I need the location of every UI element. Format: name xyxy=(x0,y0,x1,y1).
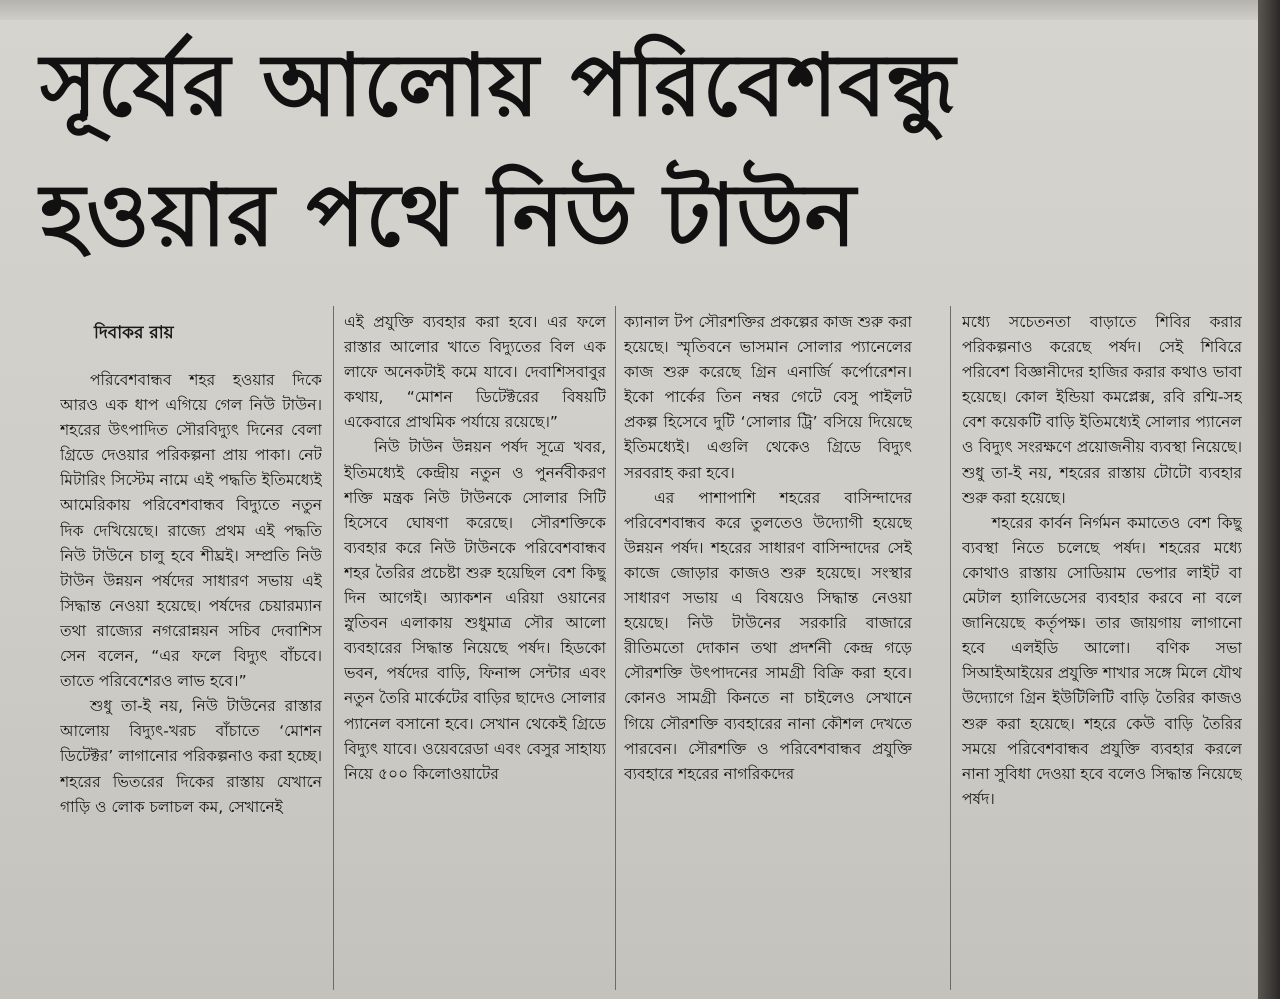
headline-line-2: হওয়ার পথে নিউ টাউন xyxy=(40,166,857,266)
byline: দিবাকর রায় xyxy=(94,323,174,343)
paragraph: মধ্যে সচেতনতা বাড়াতে শিবির করার পরিকল্পনাও করেছে পর্ষদ। সেই শিবিরে পরিবেশ বিজ্ঞানীদের হাজির করার কথাও ভাবা হয়েছে। কোল ইন্ডিয়া কমপ্লেক্স, রবি রশ্মি-সহ বেশ কয়েকটি বাড়ি ইতিমধ্যেই সোলার প্যানেল ও বিদ্যুৎ সংরক্ষণে প্রয়োজনীয় ব্যবস্থা নিয়েছে। শুধু তা-ই নয়, শহরের রাস্তায় টোটো ব্যবহার শুরু করা হয়েছে। xyxy=(962,313,1242,507)
paragraph: ক্যানাল টপ সৌরশক্তির প্রকল্পের কাজ শুরু করা হয়েছে। স্মৃতিবনে ভাসমান সোলার প্যানেলের কাজ শুরু করেছে গ্রিন এনার্জি কর্পোরেশন। ইকো পার্কের তিন নম্বর গেটে বেসু পাইলট প্রকল্প হিসেবে দুটি ‘সোলার ট্রি’ বসিয়ে দিয়েছে ইতিমধ্যেই। এগুলি থেকেও গ্রিডে বিদ্যুৎ সরবরাহ করা হবে। xyxy=(624,313,912,482)
paragraph: পরিবেশবান্ধব শহর হওয়ার দিকে আরও এক ধাপ এগিয়ে গেল নিউ টাউন। শহরের উৎপাদিত সৌরবিদ্যুৎ দিনের বেলা গ্রিডে দেওয়ার পরিকল্পনা প্রায় পাকা। নেট মিটারিং সিস্টেম নামে এই পদ্ধতি ইতিমধ্যেই আমেরিকায় পরিবেশবান্ধব বিদ্যুতে নতুন দিক দেখিয়েছে। রাজ্যে প্রথম এই পদ্ধতি নিউ টাউনে চালু হবে শীঘ্রই। সম্প্রতি নিউ টাউন উন্নয়ন পর্ষদের সাধারণ সভায় এই সিদ্ধান্ত নেওয়া হয়েছে। পর্ষদের চেয়ারম্যান তথা রাজ্যের নগরোন্নয়ন সচিব দেবাশিস সেন বলেন, “এর ফলে বিদ্যুৎ বাঁচবে। তাতে পরিবেশেরও লাভ হবে।” xyxy=(60,371,322,691)
paragraph: শহরের কার্বন নির্গমন কমাতেও বেশ কিছু ব্যবস্থা নিতে চলেছে পর্ষদ। শহরের মধ্যে কোথাও রাস্তায় সোডিয়াম ভেপার লাইট বা মেটাল হ্যালিডেসের ব্যবহার করবে না বলে জানিয়েছে কর্তৃপক্ষ। তার জায়গায় লাগানো হবে এলইডি আলো। বণিক সভা সিআইআইয়ের প্রযুক্তি শাখার সঙ্গে মিলে যৌথ উদ্যোগে গ্রিন ইউটিলিটি বাড়ি তৈরির কাজও শুরু করা হয়েছে। শহরে কেউ বাড়ি তৈরির সময়ে পরিবেশবান্ধব প্রযুক্তি ব্যবহার করলে নানা সুবিধা দেওয়া হবে বলেও সিদ্ধান্ত নিয়েছে পর্ষদ। xyxy=(962,513,1242,808)
article-column-3 xyxy=(624,310,912,990)
paragraph: এই প্রযুক্তি ব্যবহার করা হবে। এর ফলে রাস্তার আলোর খাতে বিদ্যুতের বিল এক লাফে অনেকটাই কমে যাবে। দেবাশিসবাবুর কথায়, “মোশন ডিটেক্টরের বিষয়টি একেবারে প্রাথমিক পর্যায়ে রয়েছে।” xyxy=(344,313,606,432)
page-edge-shadow xyxy=(1258,0,1280,999)
article-column-2 xyxy=(344,310,606,990)
paragraph: নিউ টাউন উন্নয়ন পর্ষদ সূত্রে খবর, ইতিমধ্যেই কেন্দ্রীয় নতুন ও পুনর্নবীকরণ শক্তি মন্ত্রক নিউ টাউনকে সোলার সিটি হিসেবে ঘোষণা করেছে। সৌরশক্তিকে ব্যবহার করে নিউ টাউনকে পরিবেশবান্ধব শহর তৈরির প্রচেষ্টা শুরু হয়েছিল বেশ কিছু দিন আগেই। অ্যাকশন এরিয়া ওয়ানের স্নুতিবন এলাকায় শুধুমাত্র সৌর আলো ব্যবহারের সিদ্ধান্ত নিয়েছে পর্ষদ। হিডকো ভবন, পর্ষদের বাড়ি, ফিনান্স সেন্টার এবং নতুন তৈরি মার্কেটের বাড়ির ছাদেও সোলার প্যানেল বসানো হবে। সেখান থেকেই গ্রিডে বিদ্যুৎ যাবে। ওয়েবরেডা এবং বেসুর সাহায্য নিয়ে ৫০০ কিলোওয়াটের xyxy=(344,438,606,783)
article-column-1 xyxy=(60,368,322,988)
paragraph: এর পাশাপাশি শহরের বাসিন্দাদের পরিবেশবান্ধব করে তুলতেও উদ্যোগী হয়েছে উন্নয়ন পর্ষদ। শহরের সাধারণ বাসিন্দাদের সেই কাজে জোড়ার কাজও শুরু হয়েছে। সংস্থার সাধারণ সভায় এ বিষয়েও সিদ্ধান্ত নেওয়া হয়েছে। নিউ টাউনের সরকারি বাজারে রীতিমতো দোকান তথা প্রদর্শনী কেন্দ্র গড়ে সৌরশক্তি উৎপাদনের সামগ্রী বিক্রি করা হবে। কোনও সামগ্রী কিনতে না চাইলেও সেখানে গিয়ে সৌরশক্তি ব্যবহারের নানা কৌশল দেখতে পারবেন। সৌরশক্তি ও পরিবেশবান্ধব প্রযুক্তি ব্যবহারে শহরের নাগরিকদের xyxy=(624,488,912,783)
article-column-4 xyxy=(962,310,1242,990)
column-divider xyxy=(333,306,334,990)
headline-line-1: সূর্যের আলোয় পরিবেশবন্ধু xyxy=(40,36,957,136)
column-divider xyxy=(950,306,951,990)
column-divider xyxy=(615,306,616,990)
paragraph: শুধু তা-ই নয়, নিউ টাউনের রাস্তার আলোয় বিদ্যুৎ-খরচ বাঁচাতে ‘মোশন ডিটেক্টর’ লাগানোর পরিকল্পনাও করা হচ্ছে। শহরের ভিতরের দিকের রাস্তায় যেখানে গাড়ি ও লোক চলাচল কম, সেখানেই xyxy=(60,697,322,816)
page-top-margin xyxy=(0,0,1258,20)
